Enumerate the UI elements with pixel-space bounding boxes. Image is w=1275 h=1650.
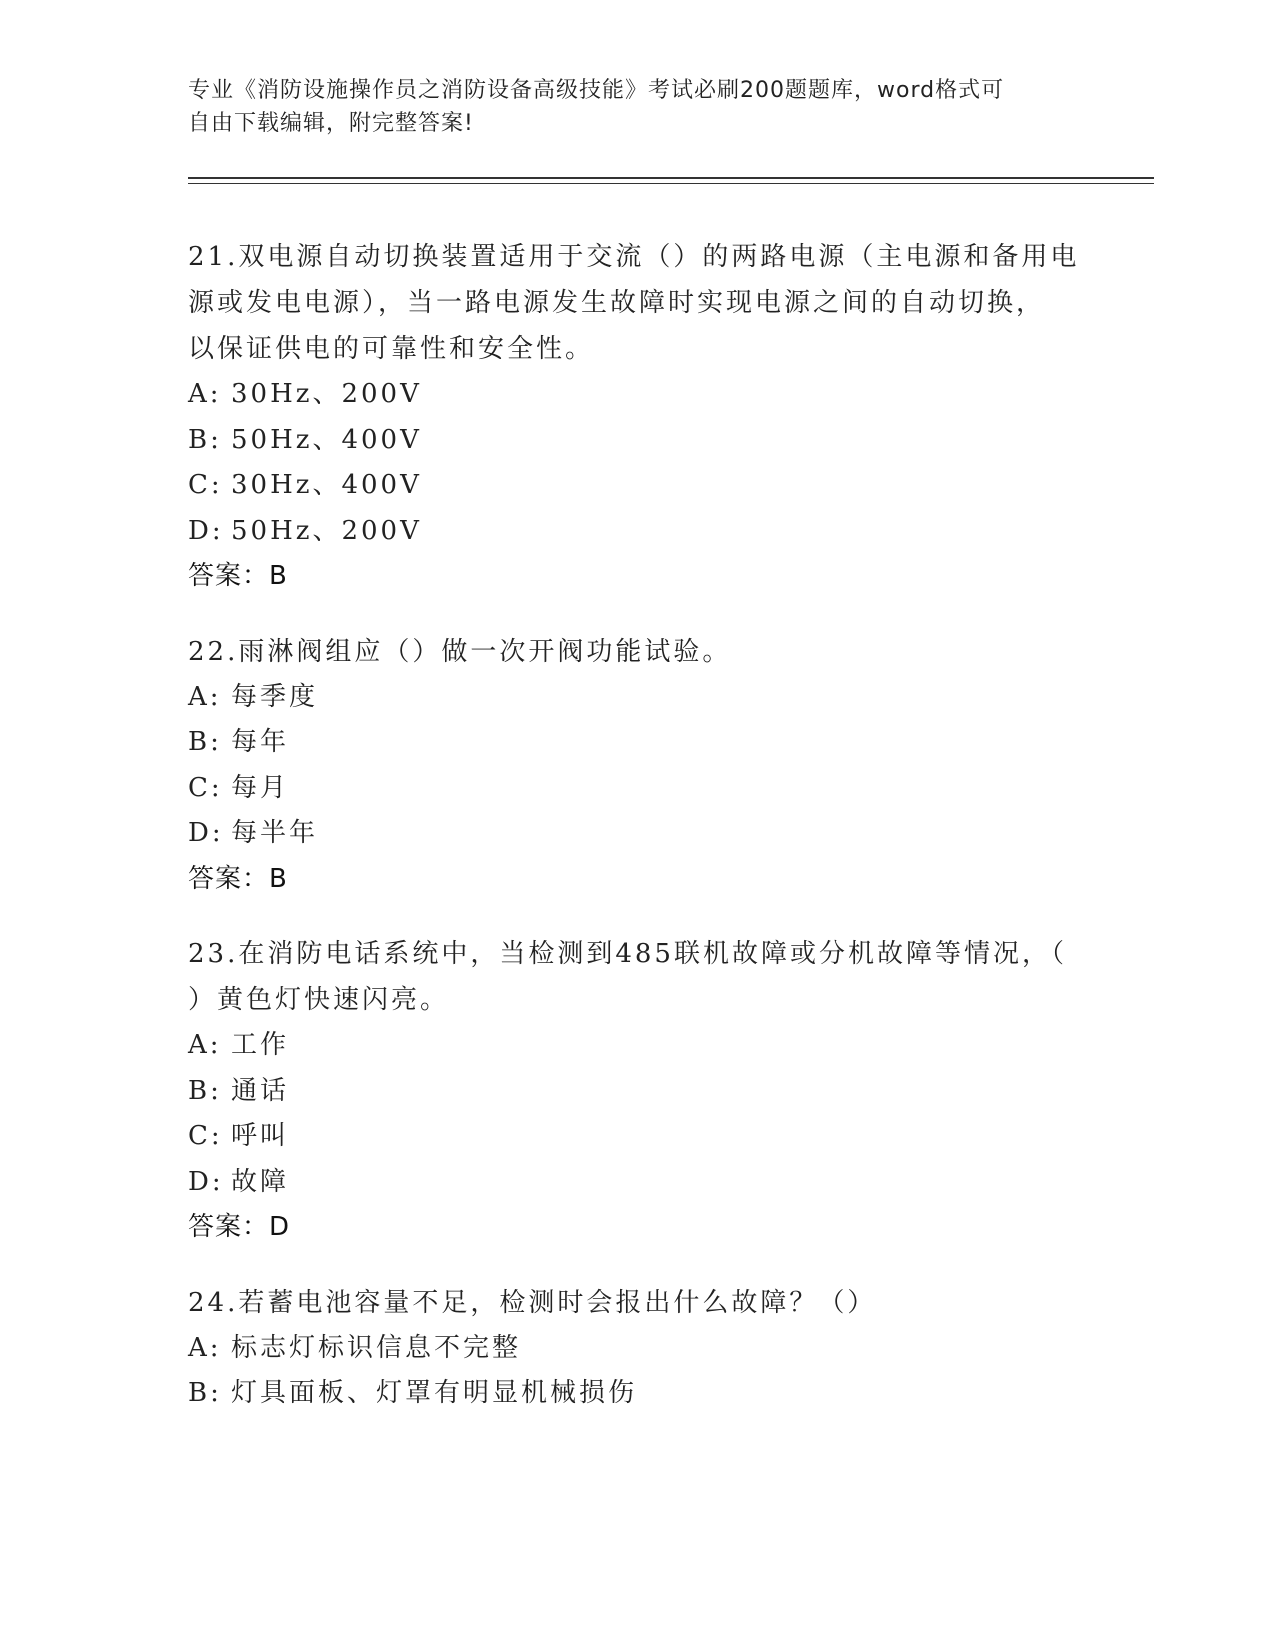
option-b (188, 1371, 1088, 1417)
option-text: 故障 (231, 1166, 290, 1197)
question-line: 22.雨淋阀组应（）做一次开阀功能试验。 (188, 636, 732, 667)
option-a (188, 1326, 1088, 1372)
option-key: B: (188, 1378, 222, 1408)
document-header (188, 74, 1068, 140)
option-b (188, 720, 1088, 766)
option-text: 呼叫 (231, 1121, 290, 1151)
option-text: 30Hz、400V (231, 470, 422, 500)
option-text: 每月 (231, 772, 290, 803)
option-d (188, 509, 1088, 555)
option-key: B: (188, 727, 222, 757)
option-key: D: (188, 1166, 224, 1197)
option-text: 工作 (231, 1030, 290, 1060)
option-a (188, 675, 1088, 721)
question-line: ）黄色灯快速闪亮。 (188, 985, 450, 1015)
answer-line (188, 554, 1088, 600)
option-text: 灯具面板、灯罩有明显机械损伤 (231, 1378, 638, 1408)
question-line: 23.在消防电话系统中，当检测到485联机故障或分机故障等情况，（ (188, 939, 1067, 969)
answer-value: B (269, 561, 288, 591)
answer-line (188, 857, 1088, 903)
option-key: C: (188, 772, 223, 803)
header-line-1: 专业《消防设施操作员之消防设备高级技能》考试必刷200题题库，word格式可 (188, 78, 1005, 103)
option-key: C: (188, 470, 223, 500)
option-b (188, 418, 1088, 464)
answer-label: 答案： (188, 863, 270, 894)
option-text: 每季度 (231, 681, 319, 712)
question-23 (188, 931, 1088, 1251)
question-text (188, 1280, 1088, 1326)
question-list (188, 234, 1088, 1446)
answer-label: 答案： (188, 561, 270, 591)
option-a (188, 1023, 1088, 1069)
option-d (188, 811, 1088, 857)
question-line: 以保证供电的可靠性和安全性。 (188, 334, 595, 364)
option-b (188, 1069, 1088, 1115)
option-a (188, 372, 1088, 418)
answer-line (188, 1205, 1088, 1251)
option-text: 每年 (231, 727, 290, 757)
option-c (188, 1114, 1088, 1160)
option-text: 标志灯标识信息不完整 (231, 1332, 522, 1363)
option-key: C: (188, 1121, 223, 1151)
answer-value: D (269, 1212, 291, 1242)
option-text: 每半年 (231, 818, 319, 848)
option-c (188, 463, 1088, 509)
question-text (188, 234, 1088, 372)
header-divider-thin (188, 183, 1154, 184)
answer-label: 答案： (188, 1212, 270, 1242)
question-22 (188, 629, 1088, 903)
question-line: 21.双电源自动切换装置适用于交流（）的两路电源（主电源和备用电 (188, 242, 1080, 272)
header-line-2: 自由下载编辑，附完整答案! (188, 111, 474, 136)
option-key: A: (188, 681, 222, 712)
option-key: D: (188, 818, 224, 848)
question-text (188, 931, 1088, 1023)
question-line: 24.若蓄电池容量不足，检测时会报出什么故障？（） (188, 1287, 877, 1318)
question-text (188, 629, 1088, 675)
option-text: 50Hz、400V (231, 424, 422, 455)
option-key: A: (188, 379, 222, 409)
option-d (188, 1160, 1088, 1206)
option-text: 50Hz、200V (231, 515, 422, 546)
header-divider-thick (188, 177, 1154, 179)
option-key: B: (188, 1075, 222, 1106)
option-text: 通话 (231, 1075, 290, 1106)
option-c (188, 766, 1088, 812)
option-key: D: (188, 515, 224, 546)
question-24 (188, 1280, 1088, 1417)
question-21 (188, 234, 1088, 600)
answer-value: B (269, 863, 288, 894)
option-key: B: (188, 424, 222, 455)
question-line: 源或发电电源），当一路电源发生故障时实现电源之间的自动切换， (188, 288, 1046, 318)
option-text: 30Hz、200V (231, 379, 422, 409)
option-key: A: (188, 1030, 222, 1060)
option-key: A: (188, 1332, 222, 1363)
